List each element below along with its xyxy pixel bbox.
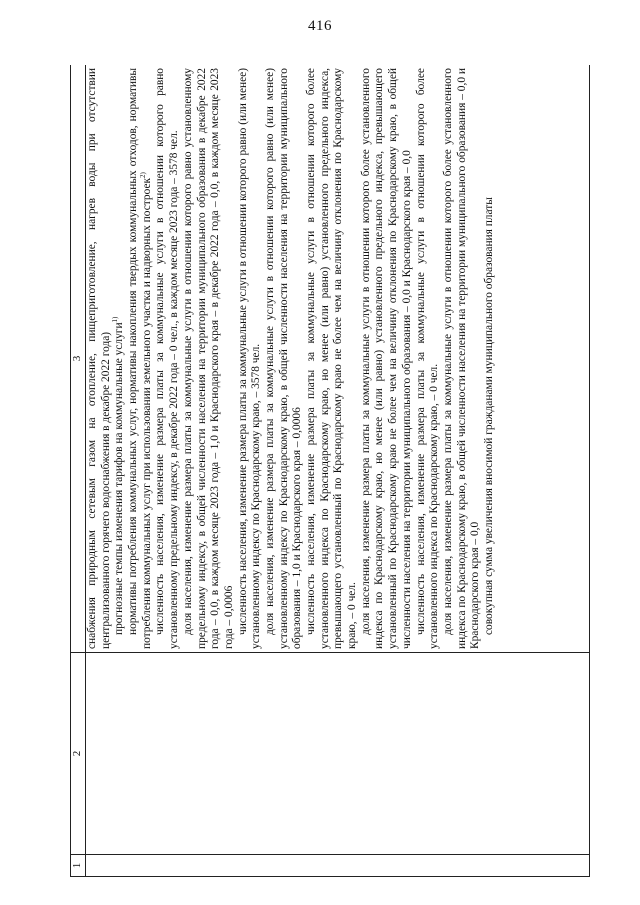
paragraph [483, 68, 497, 649]
paragraph-text: доля населения, изменение размера платы за коммунальные услуги в отношении которого более установленного индекса по Краснодарскому краю, но менее (или равно) установленного предельного индекса, превышающего установленный по Краснодарскому краю не более чем на величину отклонения по Краснодарскому краю, в общей численности населения на территории муниципального образования – 0,0 и Краснодарского края – 0,0 [359, 68, 413, 649]
paragraph-text: численность населения, изменение размера платы за коммунальные услуги в отношении которого более установленного индекса по Краснодарскому краю, – 0 чел. [414, 68, 441, 649]
paragraph-text: совокупная сумма увеличения вносимой гражданами муниципального образования платы [482, 197, 495, 635]
paragraph [86, 68, 113, 649]
paragraph [264, 68, 305, 649]
cell-col-2 [86, 653, 590, 855]
table-region [70, 65, 590, 877]
document-table [70, 65, 590, 877]
table-row [86, 65, 590, 877]
paragraph [154, 68, 181, 649]
paragraph-text: доля населения, изменение размера платы за коммунальные услуги в отношении которого более установленного индекса по Краснодарскому краю, в общей численности населения на территории муниципального образования – 0,0 и Краснодарского края – 0,0 [441, 68, 482, 649]
footnote-mark: 1) [111, 316, 120, 323]
header-col-3: 3 [71, 65, 86, 653]
cell-col-3-content [86, 65, 590, 653]
page-number: 416 [308, 18, 332, 34]
table-header-row [71, 65, 86, 877]
paragraph-text: нормативы потребления коммунальных услуг, нормативы накопления твердых коммунальных отходов, нормативы потребления коммунальных услуг при использовании земельного участка и надворных построек [127, 68, 153, 649]
paragraph [237, 68, 264, 649]
paragraph [415, 68, 442, 649]
header-col-2: 2 [71, 653, 86, 855]
header-col-1: 1 [71, 855, 86, 877]
paragraph [113, 68, 127, 649]
paragraph [360, 68, 415, 649]
paragraph [305, 68, 360, 649]
paragraph [127, 68, 154, 649]
paragraph [182, 68, 237, 649]
paragraph-text: доля населения, изменение размера платы за коммунальные услуги в отношении которого равно (или менее) установленному индексу по Краснодарскому краю, в общей численности населения на территории муниципального образования – 1,0 и Краснодарского края – 0,0006 [263, 68, 304, 649]
paragraph-text: доля населения, изменение размера платы за коммунальные услуги в отношении которого равно установленному предельному индексу, в общей численности населения на территории муниципального образования в декабре 2022 года – 0,0, в каждом месяце 2023 года – 1,0 и Краснодарского края – в декабре 2022 года – 0,0, в каждом месяце 2023 года – 0,0006 [181, 68, 235, 649]
paragraph-text: прогнозные темпы изменения тарифов на коммунальные услуги [113, 322, 126, 635]
paragraph [442, 68, 483, 649]
paragraph-text: снабжения природным сетевым газом на отопление, пищеприготовление, нагрев воды при отсутствии централизованного горячего водоснабжения в декабре 2022 года) [86, 68, 112, 649]
footnote-mark: 2) [138, 172, 147, 178]
paragraph-text: численность населения, изменение размера платы за коммунальные услуги в отношении которого более установленного индекса по Краснодарскому краю, но менее (или равно) установленного предельного индекса, превышающего установленный по Краснодарскому краю не более чем на величину отклонения по Краснодарскому краю, – 0 чел. [305, 68, 359, 649]
cell-col-1 [86, 855, 590, 877]
paragraph-text: численность населения, изменение размера платы за коммунальные услуги в отношении которого равно (или менее) установленному индексу по Краснодарскому краю, – 3578 чел. [236, 68, 263, 649]
paragraph-text: численность населения, изменение размера платы за коммунальные услуги в отношении которого равно установленному предельному индексу, в декабре 2022 года – 0 чел., в каждом месяце 2023 года – 3578 чел. [154, 68, 181, 649]
rotated-table-container [70, 65, 590, 877]
